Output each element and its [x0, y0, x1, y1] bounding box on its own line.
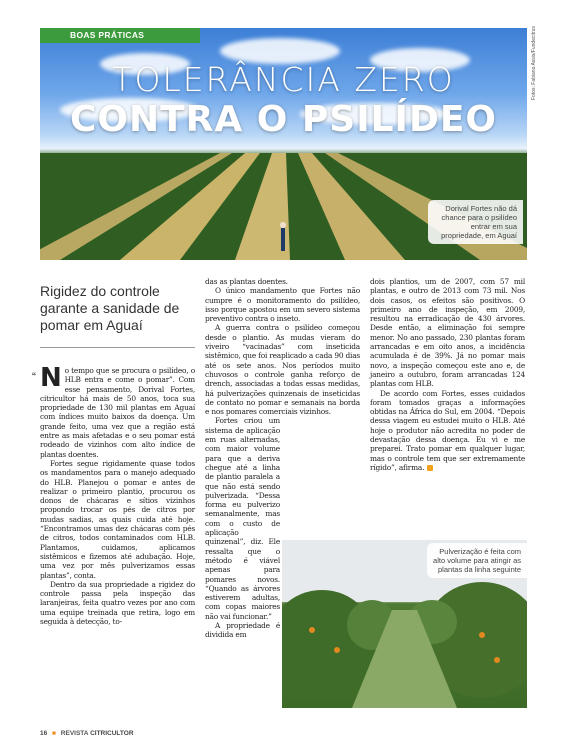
paragraph: O único mandamento que Fortes não cumpre é o monitoramento do psilídeo, isso porque apostou em um severo sistema preventivo contra o inseto.	[205, 286, 360, 324]
footer-separator: ■	[52, 730, 56, 737]
open-quote-icon: “	[32, 370, 36, 384]
article-column-1	[40, 363, 195, 706]
paragraph: das as plantas doentes.	[205, 277, 288, 286]
headline-line1: TOLERÂNCIA ZERO	[112, 60, 455, 99]
dropcap: N	[40, 363, 62, 393]
narrow-wrap	[205, 416, 280, 639]
magazine-name-b: CITRICULTOR	[90, 730, 134, 737]
page-number: 16	[40, 730, 48, 737]
page-footer	[40, 730, 134, 737]
paragraph: Fortes segue rigidamente quase todos os mandamentos para o manejo adequado do HLB. Planejou o pomar e antes de realizar o primeiro plantio, procurou os donos de chácaras e sítios vizinhos propondo trocar os pés de citros por mudas sadias, as quais cuida até hoje. “Encontramos umas dez chácaras com pés de citros, todos contaminados com HLB. Plantamos, cuidamos, aplicamos sistêmicos e fizemos até adubação. Hoje, uma vez por mês pulverizamos essas plantas”, conta.	[40, 458, 195, 580]
photo-credit: Fotos: Fabiano Assis/Fundecitrus	[531, 26, 537, 100]
end-of-article-icon	[427, 465, 433, 471]
photo-caption-bottom: Pulverização é feita com alto volume para atingir as plantas da linha seguinte	[427, 543, 527, 578]
paragraph: o tempo que se procura o psilídeo, o HLB entra e come o pomar”. Com esse pensamento, Dorival Fortes, citricultor há mais de 50 anos, toca sua propriedade de 130 mil plantas em Aguaí com índices muito baixos da doença. Um grande feito, uma vez que a região está entre as mais afetadas e o seu pomar está rodeado de vizinhos com alto índice de plantas doentes.	[40, 366, 195, 459]
paragraph: A propriedade é dividida em	[205, 620, 280, 640]
photo-caption-top: Dorival Fortes não dá chance para o psilídeo entrar em sua propriedade, em Aguaí	[428, 200, 523, 244]
divider	[40, 347, 195, 348]
paragraph: Dentro da sua propriedade a rigidez do controle passa pela inspeção das laranjeiras, feita quatro vezes por ano com uma equipe treinada que retira, logo em seguida à detecção, to-	[40, 579, 195, 627]
paragraph: Fortes criou um sistema de aplicação em ruas alternadas, com maior volume para que a deriva chegue até a linha de plantio paralela a que não está sendo pulverizada. “Dessa forma eu pulverizo semanalmente, mas com o custo de aplicação quinzenal”, diz. Ele ressalta que o método é viável apenas para pomares novos. “Quando as árvores estiverem adultas, com copas maiores não vai funcionar.”	[205, 416, 280, 621]
paragraph-text: De acordo com Fortes, esses cuidados foram tomados graças a informações obtidas na África do Sul, em 2004. “Depois dessa viagem eu estudei muito o HLB. Até hoje o produtor não acredita no poder de devastação dessa doença. Eu vi e me preparei. Trato pomar em qualquer lugar, mas o controle tem que ser extremamente rígido”, afirma.	[370, 388, 525, 472]
paragraph: dois plantios, um de 2007, com 57 mil plantas, e outro de 2013 com 73 mil. Nos dois casos, os efeitos são positivos. O primeiro ano de inspeção, em 2009, resultou na erradicação de 430 árvores. Desde então, a eliminação foi sempre menor. No ano passado, 230 plantas foram arrancadas e em oito anos, a incidência acumulada é de 39%. Já no pomar mais novo, a inspeção começou este ano e, de janeiro a outubro, foram arrancadas 124 plantas com HLB.	[370, 277, 525, 389]
article-column-3	[370, 277, 525, 537]
magazine-name-a: REVISTA	[60, 730, 89, 737]
article-subtitle: Rigidez do controle garante a sanidade de pomar em Aguaí	[40, 283, 180, 333]
paragraph: A guerra contra o psilídeo começou desde o plantio. As mudas vieram do viveiro “vacinadas” com inseticida sistêmico, que foi reaplicado a cada 90 dias até os sete anos. Nos períodos muito chuvosos o controle ganha reforço de drench, associadas a todas essas medidas, há pulverizações quinzenais de inseticidas de contato no pomar e semanais na borda e nos pomares comerciais vizinhos.	[205, 323, 360, 417]
paragraph	[370, 389, 525, 473]
headline-line2: CONTRA O PSILÍDEO	[69, 99, 498, 140]
section-tag: BOAS PRÁTICAS	[40, 28, 200, 43]
